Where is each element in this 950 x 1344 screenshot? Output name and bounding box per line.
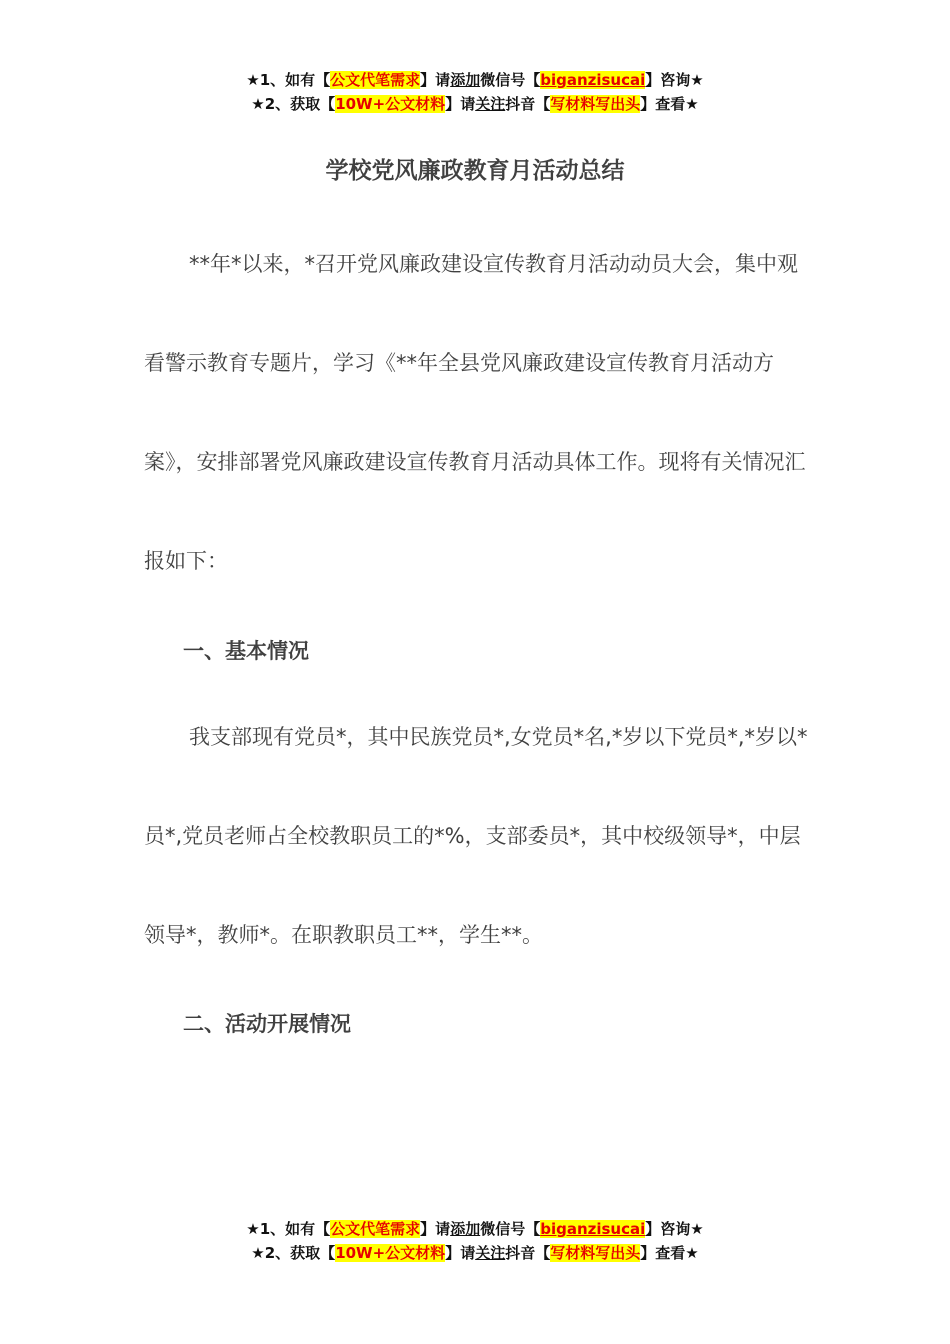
banner-highlight: 公文代笔需求 — [330, 71, 421, 89]
banner-underlined: 关注 — [475, 95, 506, 113]
banner-text: 微信号【 — [480, 1220, 541, 1238]
banner-text: ★1、如有【 — [246, 1220, 331, 1238]
banner-text: 】请 — [445, 1244, 476, 1262]
banner-text: 】请 — [445, 95, 476, 113]
banner-highlight: 10W+公文材料 — [335, 1244, 446, 1262]
document-title: 学校党风廉政教育月活动总结 — [325, 158, 625, 184]
section-2-heading: 二、活动开展情况 — [183, 1012, 351, 1036]
banner-text: 微信号【 — [480, 71, 541, 89]
banner-highlight: 公文代笔需求 — [330, 1220, 421, 1238]
banner-highlight: biganzisucai — [540, 71, 646, 89]
banner-line-2 — [0, 1241, 950, 1265]
banner-text: 】咨询★ — [645, 1220, 704, 1238]
banner-text: 】咨询★ — [645, 71, 704, 89]
banner-text: ★2、获取【 — [251, 1244, 336, 1262]
banner-line-2 — [0, 92, 950, 116]
banner-highlight: 写材料写出头 — [550, 1244, 641, 1262]
banner-underlined: 添加 — [450, 71, 481, 89]
banner-underlined: 关注 — [475, 1244, 506, 1262]
banner-text: 】请 — [420, 1220, 451, 1238]
section-1-paragraph: 我支部现有党员*，其中民族党员*,女党员*名,*岁以下党员*,*岁以*员*,党员老师占全校教职员工的*%，支部委员*，其中校级领导*，中层领导*，教师*。在职教职员工**，学生**。 — [144, 725, 808, 947]
top-banner — [0, 68, 950, 116]
banner-highlight: 写材料写出头 — [550, 95, 641, 113]
section-1-heading: 一、基本情况 — [183, 639, 309, 663]
banner-text: 抖音【 — [505, 1244, 551, 1262]
intro-paragraph: **年*以来，*召开党风廉政建设宣传教育月活动动员大会，集中观看警示教育专题片，学习《**年全县党风廉政建设宣传教育月活动方案》，安排部署党风廉政建设宣传教育月活动具体工作。现将有关情况汇报如下： — [144, 252, 806, 573]
banner-line-1 — [0, 1217, 950, 1241]
banner-highlight: 10W+公文材料 — [335, 95, 446, 113]
banner-underlined: 添加 — [450, 1220, 481, 1238]
banner-text: 】请 — [420, 71, 451, 89]
banner-text: ★2、获取【 — [251, 95, 336, 113]
banner-line-1 — [0, 68, 950, 92]
banner-highlight: biganzisucai — [540, 1220, 646, 1238]
bottom-banner — [0, 1217, 950, 1265]
banner-text: 】查看★ — [640, 95, 699, 113]
banner-text: ★1、如有【 — [246, 71, 331, 89]
banner-text: 】查看★ — [640, 1244, 699, 1262]
banner-text: 抖音【 — [505, 95, 551, 113]
